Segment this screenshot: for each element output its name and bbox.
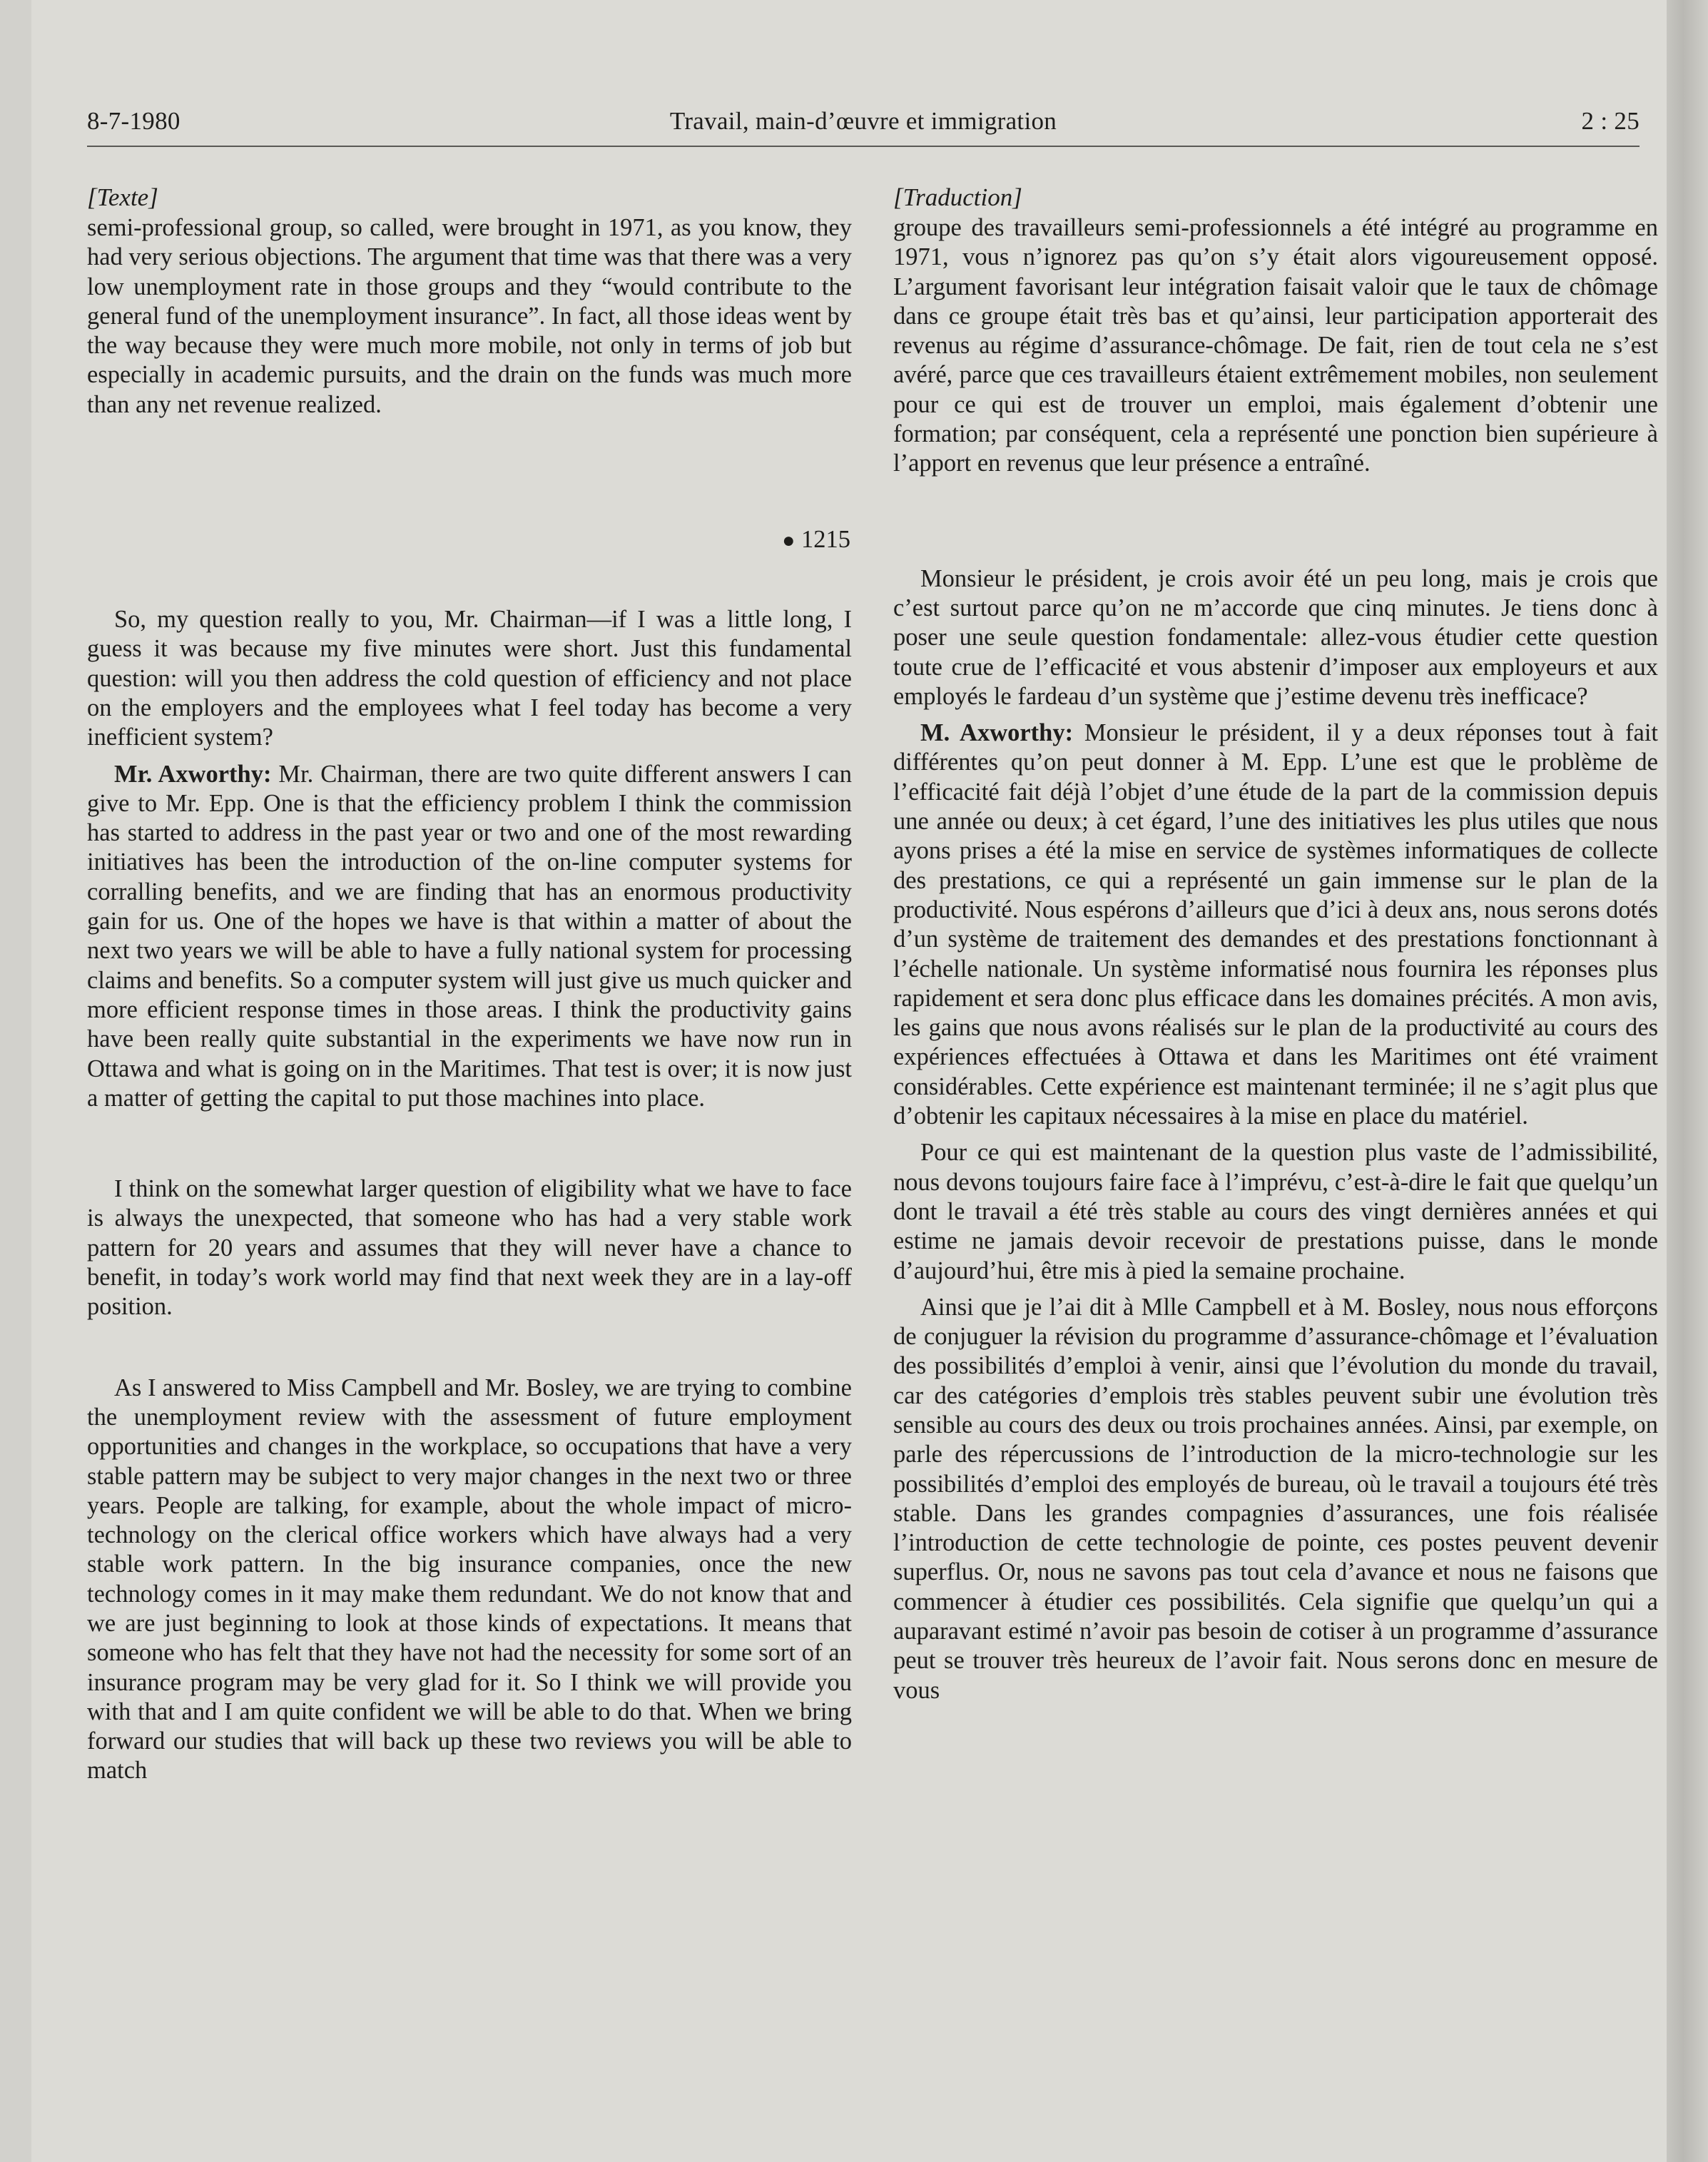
time-marker-value: 1215 <box>801 526 850 554</box>
paragraph-3 <box>893 719 1658 1131</box>
bullet-icon: ● <box>782 529 795 553</box>
running-header <box>87 107 1640 146</box>
english-column <box>87 182 852 1786</box>
paragraph-3-text: Mr. Chairman, there are two quite different answers I can give to Mr. Epp. One is that the efficiency problem I think the commission has started to address in the past year or two and one of the most rewarding initiatives has been the introduction of the on-line computer systems for corralling benefits, and we are finding that has an enormous productivity gain for us. One of the hopes we have is that within a matter of about the next two years we will be able to have a fully national system for processing claims and benefits. So a computer system will just give us much quicker and more efficient response times in those areas. I think the productivity gains have been really quite substantial in the experiments we have now run in Ottawa and what is going on in the Maritimes. That test is over; it is now just a matter of getting the capital to put those machines into place. <box>87 760 852 1112</box>
paragraph-2: So, my question really to you, Mr. Chairman—if I was a little long, I guess it was because my five minutes were short. Just this fundamental question: will you then address the cold question of efficiency and not place on the employers and the employees what I feel today has become a very inefficient system? <box>87 606 852 751</box>
spacer <box>87 564 852 605</box>
speaker-name: M. Axworthy: <box>920 719 1074 747</box>
french-column <box>893 182 1658 1705</box>
time-marker <box>87 524 852 557</box>
spacer <box>87 753 852 760</box>
paragraph-2: Monsieur le président, je crois avoir été un peu long, mais je crois que c’est surtout parce qu’on ne m’accorde que cinq minutes. Je tiens donc à poser une seule question fondamentale: allez-vous étudier cette question toute crue de l’efficacité et vous abstenir d’imposer aux employeurs et aux employés le fardeau d’un système que j’estime devenu très inefficace? <box>893 564 1658 710</box>
paragraph-1: groupe des travailleurs semi-professionnels a été intégré au programme en 1971, vous n’ignorez pas qu’on s’y était alors vigoureusement opposé. L’argument favorisant leur intégration faisait valoir que le taux de chômage dans ce groupe était très bas et qu’ainsi, leur participation apporterait des revenus au régime d’assurance-chômage. De fait, rien de tout cela ne s’est avéré, parce que ces travailleurs étaient extrêmement mobiles, non seulement pour ce qui est de trouver un emploi, mais également d’obtenir une formation; par conséquent, cela a représenté une ponction bien supérieure à l’apport en revenus que leur présence a entraîné. <box>893 214 1658 477</box>
speaker-name: Mr. Axworthy: <box>114 760 272 788</box>
spacer <box>893 479 1658 564</box>
paragraph-5: As I answered to Miss Campbell and Mr. Bosley, we are trying to combine the unemployment review with the assessment of future employment opportunities and changes in the workplace, so occupations that have a very stable pattern may be subject to very major changes in the next two or three years. People are talking, for example, about the whole impact of micro-technology on the clerical office workers which have always had a very stable work pattern. In the big insurance companies, once the new technology comes in it may make them redundant. We do not know that and we are just beginning to look at those kinds of expectations. It means that someone who has felt that they have not had the necessity for some sort of an insurance program may be very glad for it. So I think we will provide you with that and I am quite confident we will be able to do that. When we bring forward our studies that will back up these two reviews you will be able to match <box>87 1374 852 1785</box>
header-page-number: 2 : 25 <box>1581 107 1640 135</box>
page-edge-shadow <box>1667 0 1708 2162</box>
header-rule <box>87 146 1640 147</box>
spacer <box>893 711 1658 719</box>
paragraph-3-text: Monsieur le président, il y a deux réponses tout à fait différentes qu’on peut donner à M. Epp. L’une est que le problème de l’efficacité fait déjà l’objet d’une étude de la part de la commission depuis une année ou deux; à cet égard, l’une des initiatives les plus utiles que nous ayons prises a été la mise en service de systèmes informatiques de collecte des prestations, ce qui a représenté un gain immense sur le plan de la productivité. Nous espérons d’ailleurs que d’ici à deux ans, nous serons dotés d’un système de traitement des demandes et des prestations fonctionnant à l’échelle nationale. Un système informatisé nous fournira les réponses plus rapidement et sera donc plus efficace dans les domaines précités. A mon avis, les gains que nous avons réalisés sur le plan de la productivité au cours des expériences effectuées à Ottawa et dans les Maritimes ont été vraiment considérables. Cette expérience est maintenant terminée; il ne s’agit plus que d’obtenir les capitaux nécessaires à la mise en place du matériel. <box>893 719 1658 1130</box>
paragraph-1: semi-professional group, so called, were brought in 1971, as you know, they had very serious objections. The argument that time was that there was a very low unemployment rate in those groups and they “would contribute to the general fund of the unemployment insurance”. In fact, all those ideas went by the way because they were much more mobile, not only in terms of job but especially in academic pursuits, and the drain on the funds was much more than any net revenue realized. <box>87 214 852 418</box>
section-tag-texte: [Texte] <box>87 183 158 211</box>
spacer <box>87 1113 852 1174</box>
header-title: Travail, main-d’œuvre et immigration <box>669 107 1057 135</box>
spacer <box>87 1322 852 1374</box>
paragraph-3 <box>87 760 852 1114</box>
spacer <box>893 1131 1658 1138</box>
section-tag-traduction: [Traduction] <box>893 183 1022 211</box>
paragraph-4: I think on the somewhat larger question of eligibility what we have to face is always the unexpected, that someone who has had a very stable work pattern for 20 years and assumes that they will never have a chance to benefit, in today’s work world may find that next week they are in a lay-off position. <box>87 1175 852 1321</box>
header-date: 8-7-1980 <box>87 107 181 135</box>
spacer <box>893 1286 1658 1293</box>
paragraph-4: Pour ce qui est maintenant de la question plus vaste de l’admissibilité, nous devons toujours faire face à l’imprévu, c’est-à-dire le fait que quelqu’un dont le travail a été très stable au cours des vingt dernières années et qui estime ne jamais devoir recevoir de prestations puisse, dans le monde d’aujourd’hui, être mis à pied la semaine prochaine. <box>893 1139 1658 1284</box>
paragraph-5: Ainsi que je l’ai dit à Mlle Campbell et à M. Bosley, nous nous efforçons de conjuguer la révision du programme d’assurance-chômage et l’évaluation des possibilités d’emploi à venir, ainsi que l’évolution du monde du travail, car des catégories d’emplois très stables peuvent subir une évolution très sensible au cours des deux ou trois prochaines années. Ainsi, par exemple, on parle des répercussions de l’introduction de la micro-technologie sur les possibilités d’emploi des employés de bureau, où le travail a toujours été très stable. Dans les grandes compagnies d’assurances, une fois réalisée l’introduction de cette technologie de pointe, ces postes peuvent devenir superflus. Or, nous ne savons pas tout cela d’avance et nous ne faisons que commencer à étudier ces possibilités. Cela signifie que quelqu’un qui a auparavant estimé n’avoir pas besoin de cotiser à un programme d’assurance peut se trouver très heureux de l’avoir fait. Nous serons donc en mesure de vous <box>893 1293 1658 1704</box>
